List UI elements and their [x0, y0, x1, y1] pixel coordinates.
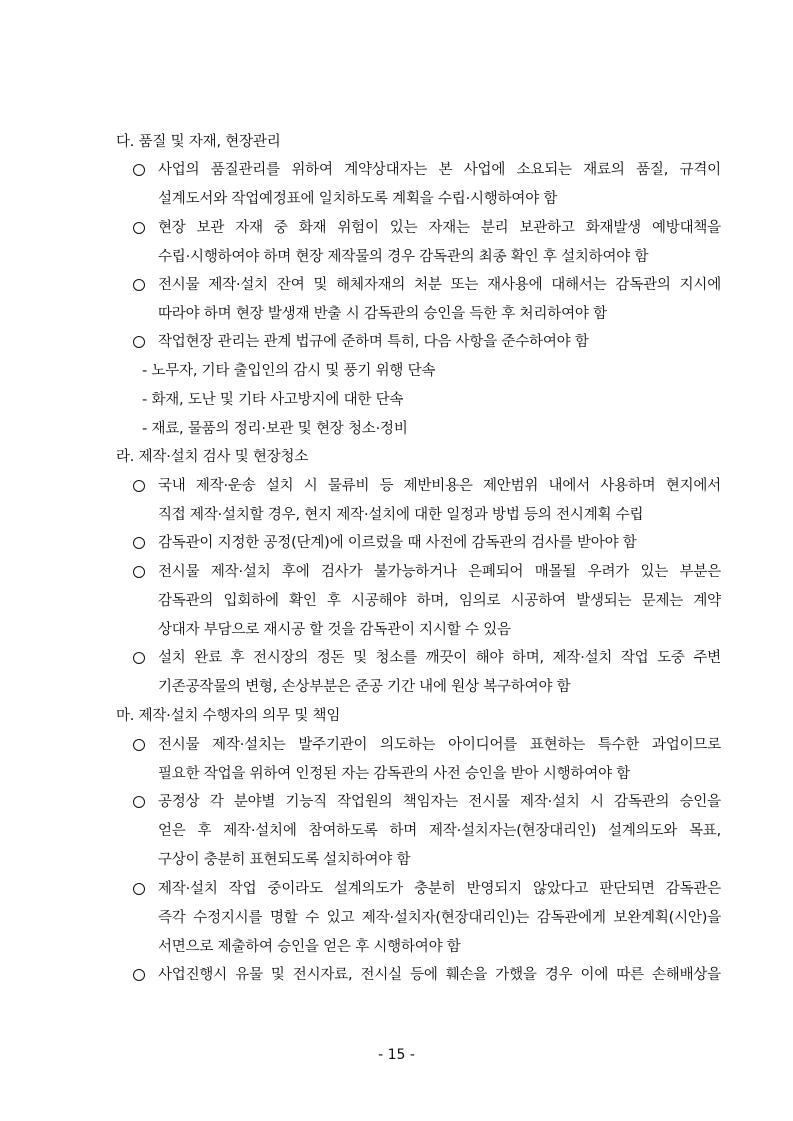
- bullet-line: 사업의 품질관리를 위하여 계약상대자는 본 사업에 소요되는 재료의 품질, 규격이: [158, 162, 721, 178]
- circle-bullet-icon: [133, 796, 145, 808]
- dash-item: - 재료, 물품의 정리·보관 및 현장 청소·정비: [142, 421, 408, 437]
- bullet-line: 직접 제작·설치할 경우, 현지 제작·설치에 대한 일정과 방법 등의 전시계획 수립: [158, 507, 644, 523]
- circle-bullet-icon: [133, 969, 145, 981]
- bullet-line: 필요한 작업을 위하여 인정된 자는 감독관의 사전 승인을 받아 시행하여야 함: [158, 766, 631, 782]
- circle-bullet-icon: [133, 537, 145, 549]
- bullet-line: 감독관이 지정한 공정(단계)에 이르렀을 때 사전에 감독관의 검사를 받아야 함: [158, 535, 637, 551]
- circle-bullet-icon: [133, 566, 145, 578]
- bullet-line: 감독관의 입회하에 확인 후 시공해야 하며, 임의로 시공하여 발생되는 문제는 계약: [158, 593, 721, 609]
- bullet-line: 수립·시행하여야 하며 현장 제작물의 경우 감독관의 최종 확인 후 설치하여야 함: [158, 249, 649, 265]
- section-heading: 다. 품질 및 자재, 현장관리: [116, 134, 281, 150]
- bullet-line: 즉각 수정지시를 명할 수 있고 제작·설치자(현장대리인)는 감독관에게 보완계획(시안)을: [158, 910, 721, 926]
- bullet-line: 설치 완료 후 전시장의 정돈 및 청소를 깨끗이 해야 하며, 제작·설치 작업 도중 주변: [158, 650, 721, 666]
- bullet-line: 얻은 후 제작·설치에 참여하도록 하며 제작·설치자는(현장대리인) 설계의도와 목표,: [158, 823, 721, 839]
- dash-item: - 화재, 도난 및 기타 사고방지에 대한 단속: [142, 392, 404, 408]
- bullet-line: 설계도서와 작업예정표에 일치하도록 계획을 수립·시행하여야 함: [158, 191, 558, 207]
- circle-bullet-icon: [133, 279, 145, 291]
- circle-bullet-icon: [133, 336, 145, 348]
- bullet-line: 전시물 제작·설치 후에 검사가 불가능하거나 은폐되어 매몰될 우려가 있는 부분은: [158, 564, 721, 580]
- bullet-line: 전시물 제작·설치 잔여 및 해체자재의 처분 또는 재사용에 대해서는 감독관의 지시에: [158, 277, 721, 293]
- bullet-line: 제작·설치 작업 중이라도 설계의도가 충분히 반영되지 않았다고 판단되면 감독관은: [158, 881, 721, 897]
- bullet-line: 따라야 하며 현장 발생재 반출 시 감독관의 승인을 득한 후 처리하여야 함: [158, 306, 607, 322]
- section-heading: 마. 제작·설치 수행자의 의무 및 책임: [116, 708, 341, 724]
- dash-item: - 노무자, 기타 출입인의 감시 및 풍기 위행 단속: [142, 363, 436, 379]
- circle-bullet-icon: [133, 164, 145, 176]
- circle-bullet-icon: [133, 883, 145, 895]
- circle-bullet-icon: [133, 739, 145, 751]
- bullet-line: 전시물 제작·설치는 발주기관이 의도하는 아이디어를 표현하는 특수한 과업이므로: [158, 737, 721, 753]
- circle-bullet-icon: [133, 652, 145, 664]
- section-heading: 라. 제작·설치 검사 및 현장청소: [116, 449, 309, 465]
- bullet-line: 국내 제작·운송 설치 시 물류비 등 제반비용은 제안범위 내에서 사용하며 현지에서: [158, 478, 721, 494]
- circle-bullet-icon: [133, 222, 145, 234]
- bullet-line: 사업진행시 유물 및 전시자료, 전시실 등에 훼손을 가했을 경우 이에 따른 손해배상을: [158, 967, 721, 983]
- circle-bullet-icon: [133, 480, 145, 492]
- bullet-line: 서면으로 제출하여 승인을 얻은 후 시행하여야 함: [158, 939, 461, 955]
- bullet-line: 작업현장 관리는 관계 법규에 준하며 특히, 다음 사항을 준수하여야 함: [158, 334, 589, 350]
- bullet-line: 기존공작물의 변형, 손상부분은 준공 기간 내에 원상 복구하여야 함: [158, 679, 571, 695]
- bullet-line: 공정상 각 분야별 기능직 작업원의 책임자는 전시물 제작·설치 시 감독관의 승인을: [158, 794, 721, 810]
- page-number: - 15 -: [378, 1047, 415, 1063]
- bullet-line: 상대자 부담으로 재시공 할 것을 감독관이 지시할 수 있음: [158, 622, 511, 638]
- bullet-line: 현장 보관 자재 중 화재 위험이 있는 자재는 분리 보관하고 화재발생 예방대책을: [158, 220, 721, 236]
- bullet-line: 구상이 충분히 표현되도록 설치하여야 함: [158, 852, 411, 868]
